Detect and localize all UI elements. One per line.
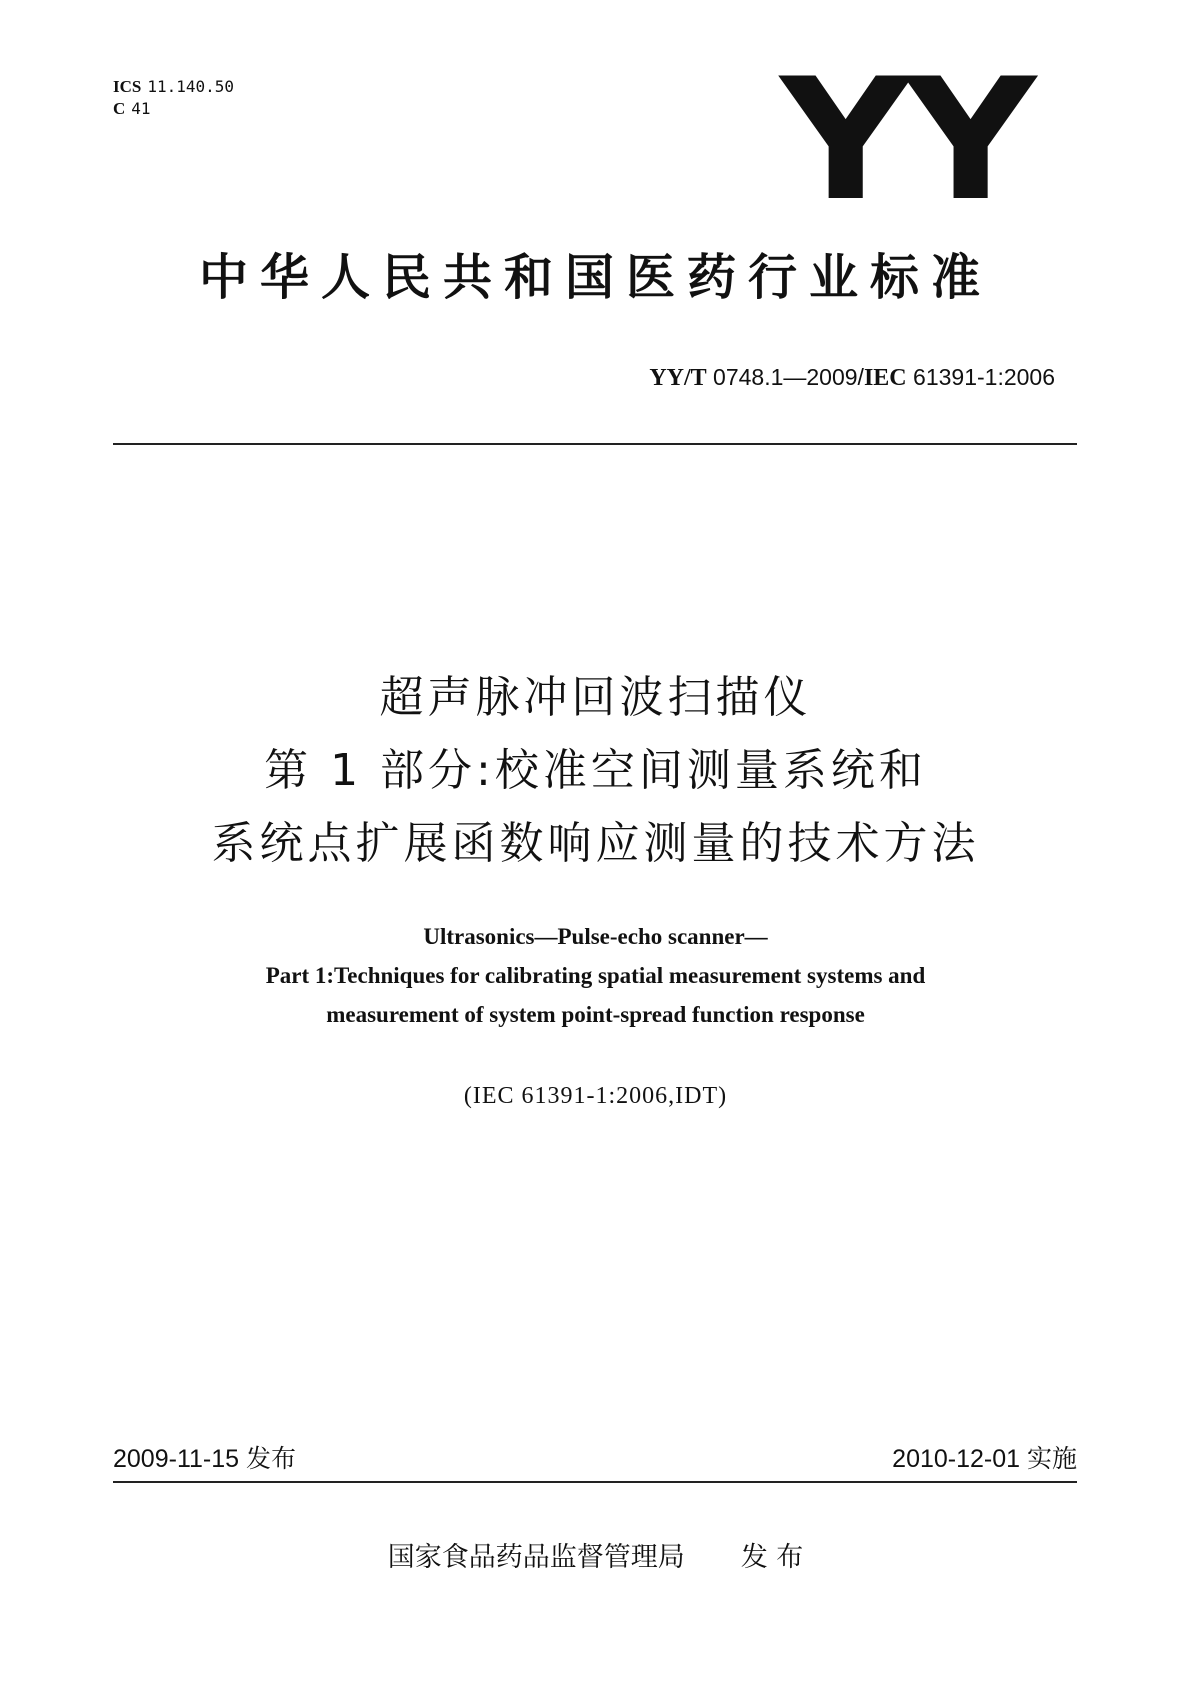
footer-divider <box>113 1481 1077 1483</box>
standard-code-prefix: YY/T <box>649 365 707 391</box>
issuer-name: 国家食品药品监督管理局 <box>387 1542 685 1573</box>
idt-note: (IEC 61391-1:2006,IDT) <box>463 1083 728 1109</box>
cn-title-line-1: 超声脉冲回波扫描仪 <box>379 672 812 723</box>
standard-code-iec-number: 61391-1:2006 <box>906 364 1055 390</box>
ccs-label: C <box>113 99 126 118</box>
yy-logo: YY <box>780 42 1030 238</box>
standard-title: 中华人民共和国医药行业标准 <box>198 249 992 306</box>
en-title-line-1: Ultrasonics—Pulse-echo scanner— <box>423 924 768 949</box>
ics-label: ICS <box>113 77 142 96</box>
publish-date: 2009-11-15 发布 <box>113 1445 296 1473</box>
issuer-action: 发 布 <box>740 1542 804 1573</box>
implement-date: 2010-12-01 实施 <box>892 1445 1077 1473</box>
standard-code-iec-prefix: IEC <box>863 365 907 391</box>
ics-line <box>113 76 234 98</box>
en-title-line-3: measurement of system point-spread function response <box>326 1002 865 1027</box>
en-title-line-2: Part 1:Techniques for calibrating spatial measurement systems and <box>265 963 926 988</box>
standard-code <box>649 362 1055 393</box>
cn-title-line-3: 系统点扩展函数响应测量的技术方法 <box>211 818 980 869</box>
header-divider <box>113 443 1077 445</box>
issuer-line <box>0 1540 1191 1576</box>
cn-title-line-2: 第 1 部分:校准空间测量系统和 <box>264 745 927 796</box>
standard-code-number: 0748.1—2009/ <box>706 364 864 390</box>
classification-block <box>113 76 234 120</box>
ics-code: 11.140.50 <box>147 77 235 96</box>
ccs-line <box>113 98 234 120</box>
ccs-code: 41 <box>131 99 151 118</box>
